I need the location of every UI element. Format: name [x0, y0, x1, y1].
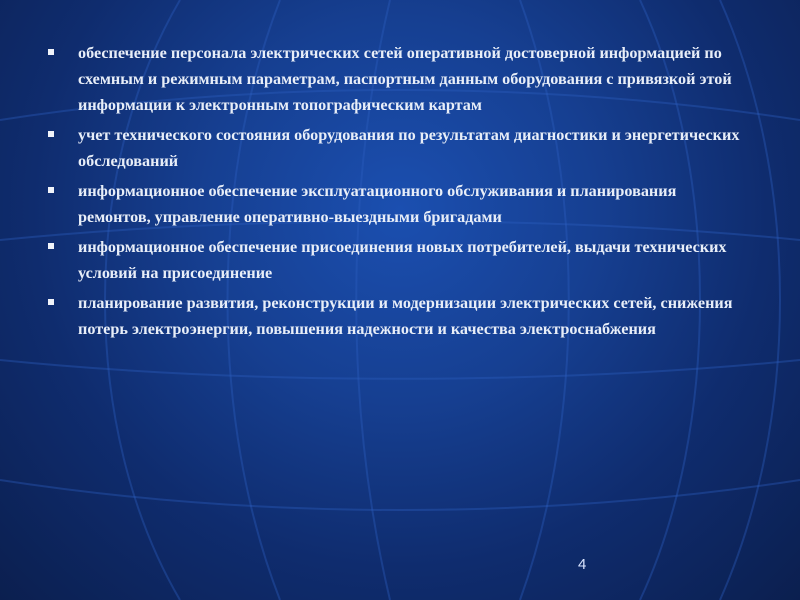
bullet-text: учет технического состояния оборудования по результатам диагностики и энергетических обследований — [78, 126, 740, 170]
list-item — [40, 290, 750, 342]
list-item — [40, 122, 750, 174]
square-bullet-icon — [48, 299, 54, 305]
square-bullet-icon — [48, 131, 54, 137]
list-item — [40, 40, 750, 118]
list-item — [40, 234, 750, 286]
square-bullet-icon — [48, 187, 54, 193]
slide-content — [40, 40, 750, 346]
list-item — [40, 178, 750, 230]
square-bullet-icon — [48, 243, 54, 249]
bullet-text: обеспечение персонала электрических сетей оперативной достоверной информацией по схемным и режимным параметрам, паспортным данным оборудования с привязкой этой информации к электронным топографическим картам — [78, 44, 732, 114]
bullet-text: информационное обеспечение присоединения новых потребителей, выдачи технических условий на присоединение — [78, 238, 727, 282]
bullet-list — [40, 40, 750, 342]
bullet-text: планирование развития, реконструкции и модернизации электрических сетей, снижения потерь электроэнергии, повышения надежности и качества электроснабжения — [78, 294, 733, 338]
square-bullet-icon — [48, 49, 54, 55]
bullet-text: информационное обеспечение эксплуатационного обслуживания и планирования ремонтов, управление оперативно-выездными бригадами — [78, 182, 677, 226]
page-number: 4 — [578, 556, 587, 573]
